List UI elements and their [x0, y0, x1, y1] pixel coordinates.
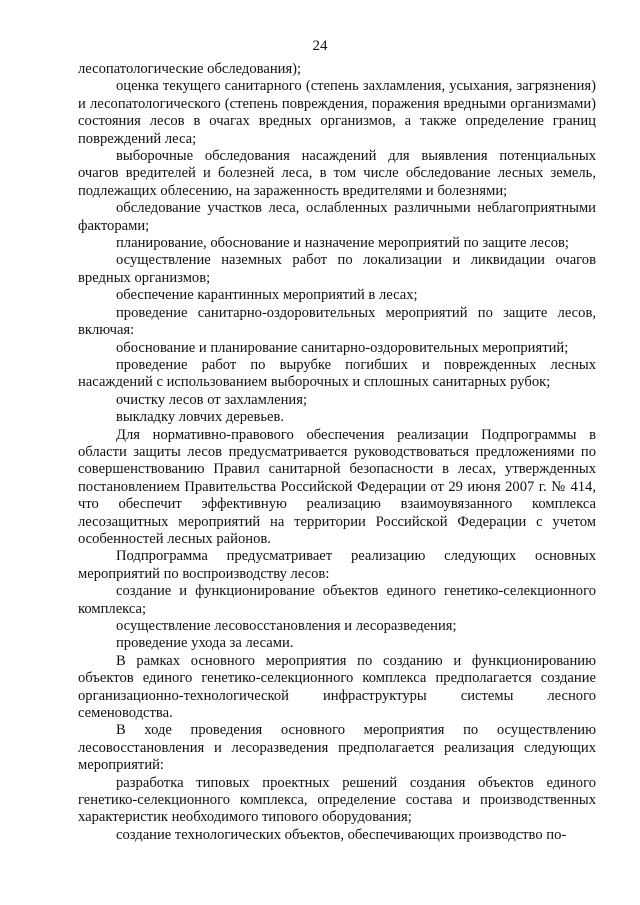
paragraph: осуществление наземных работ по локализации и ликвидации очагов вредных организмов;	[78, 252, 596, 286]
paragraph: создание технологических объектов, обеспечивающих производство по-	[116, 826, 567, 843]
paragraph: разработка типовых проектных решений создания объектов единого генетико-селекционного комплекса, определение состава и производственных характеристик необходимого типового оборудования;	[78, 774, 596, 826]
paragraph: лесопатологические обследования);	[78, 61, 302, 77]
page-number: 24	[312, 38, 328, 54]
paragraph: В рамках основного мероприятия по созданию и функционированию объектов единого генетико-селекционного комплекса предполагается создание организационно-технологической инфраструктуры системы лесного семеноводства.	[78, 652, 596, 722]
paragraph: выкладку ловчих деревьев.	[116, 409, 285, 426]
paragraph: очистку лесов от захламления;	[116, 391, 308, 408]
paragraph: Подпрограмма предусматривает реализацию следующих основных мероприятий по воспроизводству лесов:	[78, 548, 596, 582]
paragraph: оценка текущего санитарного (степень захламления, усыхания, загрязнения) и лесопатологического (степень повреждения, поражения вредными организмами) состояния лесов в очагах вредных организмов, а также определение границ повреждений леса;	[78, 78, 596, 147]
paragraph: выборочные обследования насаждений для выявления потенциальных очагов вредителей и болезней леса, в том числе обследование лесных земель, подлежащих облесению, на зараженность вредителями и болезнями;	[78, 148, 596, 199]
paragraph: создание и функционирование объектов единого генетико-селекционного комплекса;	[78, 583, 596, 617]
paragraph: планирование, обоснование и назначение мероприятий по защите лесов;	[116, 235, 569, 252]
paragraph: обоснование и планирование санитарно-оздоровительных мероприятий;	[116, 339, 569, 356]
paragraph: проведение работ по вырубке погибших и поврежденных лесных насаждений с использованием выборочных и сплошных санитарных рубок;	[78, 356, 596, 391]
paragraph: обеспечение карантинных мероприятий в лесах;	[116, 287, 418, 304]
paragraph: осуществление лесовосстановления и лесоразведения;	[116, 618, 457, 634]
paragraph: обследование участков леса, ослабленных различными неблагоприятными факторами;	[78, 200, 596, 234]
document-body	[78, 61, 596, 844]
paragraph: проведение ухода за лесами.	[116, 635, 294, 652]
paragraph: проведение санитарно-оздоровительных мероприятий по защите лесов, включая:	[78, 304, 596, 339]
paragraph: Для нормативно-правового обеспечения реализации Подпрограммы в области защиты лесов предусматривается руководствоваться предложениями по совершенствованию Правил санитарной безопасности в лесах, утвержденных постановлением Правительства Российской Федерации от 29 июня 2007 г. № 414, что обеспечит эффективную реализацию взаимоувязанного комплекса лесозащитных мероприятий на территории Российской Федерации с учетом особенностей лесных районов.	[78, 426, 596, 547]
paragraph: В ходе проведения основного мероприятия по осуществлению лесовосстановления и лесоразведения предполагается реализация следующих мероприятий:	[78, 722, 596, 774]
